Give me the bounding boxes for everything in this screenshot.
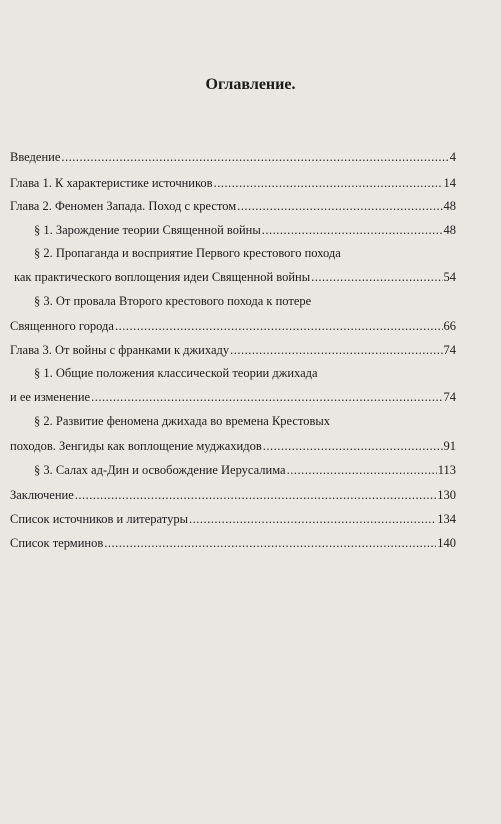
toc-entry-ch2-section-3-line-1 — [34, 294, 480, 309]
toc-entry-text: Глава 2. Феномен Запада. Поход с крестом — [10, 199, 237, 213]
toc-entry-chapter-1 — [10, 176, 456, 191]
toc-leader-dots — [287, 463, 437, 478]
toc-entry-ch3-section-2-line-2 — [10, 439, 456, 454]
toc-entry-text: Введение — [10, 150, 61, 164]
toc-leader-dots — [91, 390, 442, 405]
toc-entry-glossary — [10, 536, 456, 551]
toc-entry-introduction — [10, 150, 456, 165]
toc-entry-page: 140 — [437, 536, 456, 550]
toc-entry-page: 54 — [443, 270, 456, 284]
toc-entry-ch3-section-3 — [34, 463, 456, 478]
toc-entry-text: Список источников и литературы — [10, 512, 188, 526]
toc-entry-page: 48 — [443, 199, 456, 213]
toc-entry-page: 74 — [443, 390, 456, 404]
toc-entry-page: 91 — [443, 439, 456, 453]
toc-leader-dots — [214, 176, 443, 191]
toc-entry-bibliography — [10, 512, 456, 527]
toc-entry-text: и ее изменение — [10, 390, 91, 404]
toc-entry-ch3-section-1-line-1 — [34, 366, 480, 381]
toc-entry-text: Глава 1. К характеристике источников — [10, 176, 213, 190]
toc-entry-page: 134 — [437, 512, 456, 526]
toc-leader-dots — [75, 488, 437, 503]
toc-leader-dots — [263, 439, 443, 454]
toc-leader-dots — [262, 223, 443, 238]
toc-entry-ch2-section-1 — [34, 223, 456, 238]
toc-entry-ch2-section-3-line-2 — [10, 319, 456, 334]
toc-entry-text: § 3. От провала Второго крестового похода к потере — [34, 294, 312, 308]
toc-entry-chapter-3 — [10, 343, 456, 358]
toc-entry-text: Глава 3. От войны с франками к джихаду — [10, 343, 230, 357]
toc-entry-text: как практического воплощения идеи Священной войны — [14, 270, 311, 284]
toc-entry-ch3-section-2-line-1 — [34, 414, 480, 429]
toc-entry-text: § 1. Общие положения классической теории джихада — [34, 366, 318, 380]
toc-entry-page: 4 — [449, 150, 456, 164]
toc-leader-dots — [115, 319, 443, 334]
toc-entry-page: 74 — [443, 343, 456, 357]
toc-entry-page: 113 — [437, 463, 456, 477]
toc-leader-dots — [237, 199, 442, 214]
toc-entry-page: 14 — [443, 176, 456, 190]
toc-leader-dots — [104, 536, 436, 551]
toc-entry-page: 130 — [437, 488, 456, 502]
toc-leader-dots — [61, 150, 448, 165]
toc-entry-page: 66 — [443, 319, 456, 333]
toc-entry-text: Священного города — [10, 319, 114, 333]
toc-entry-text: походов. Зенгиды как воплощение муджахидов — [10, 439, 262, 453]
toc-entry-text: § 1. Зарождение теории Священной войны — [34, 223, 261, 237]
toc-leader-dots — [189, 512, 436, 527]
toc-entry-text: § 2. Пропаганда и восприятие Первого крестового похода — [34, 246, 341, 260]
toc-leader-dots — [311, 270, 442, 285]
toc-entry-text: Список терминов — [10, 536, 104, 550]
toc-entry-text: Заключение — [10, 488, 74, 502]
toc-entry-ch2-section-2-line-1 — [34, 246, 480, 261]
toc-entry-chapter-2 — [10, 199, 456, 214]
page-title: Оглавление. — [205, 76, 296, 93]
toc-entry-ch3-section-1-line-2 — [10, 390, 456, 405]
toc-entry-ch2-section-2-line-2 — [14, 270, 456, 285]
toc-entry-conclusion — [10, 488, 456, 503]
toc-leader-dots — [230, 343, 442, 358]
toc-entry-page: 48 — [443, 223, 456, 237]
toc-entry-text: § 2. Развитие феномена джихада во времена Крестовых — [34, 414, 331, 428]
toc-entry-text: § 3. Салах ад-Дин и освобождение Иерусалима — [34, 463, 286, 477]
